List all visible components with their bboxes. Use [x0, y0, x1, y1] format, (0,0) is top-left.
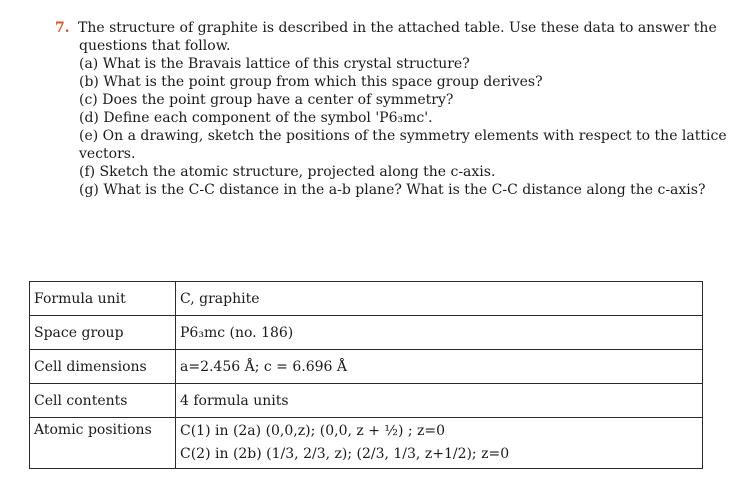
table-row: [30, 316, 703, 350]
row-label-cell-contents: Cell contents: [30, 384, 176, 418]
atomic-position-c1: C(1) in (2a) (0,0,z); (0,0, z + ½) ; z=0: [180, 423, 446, 439]
question-part-e: (e) On a drawing, sketch the positions of the symmetry elements with respect to the lattice: [79, 128, 727, 144]
question-part-d: (d) Define each component of the symbol 'P6₃mc'.: [79, 110, 433, 126]
question-part-a: (a) What is the Bravais lattice of this crystal structure?: [79, 56, 470, 72]
table-row: [30, 418, 703, 469]
question-part-c: (c) Does the point group have a center of symmetry?: [79, 92, 454, 108]
table-row: [30, 350, 703, 384]
row-value-cell-dimensions: a=2.456 Å; c = 6.696 Å: [176, 350, 703, 384]
row-value-atomic-positions: [176, 418, 703, 469]
question-block: [56, 19, 726, 199]
atomic-position-c2: C(2) in (2b) (1/3, 2/3, z); (2/3, 1/3, z+1/2); z=0: [180, 446, 510, 462]
graphite-data-table: [29, 281, 703, 469]
question-number: 7.: [55, 20, 70, 36]
table-row: [30, 282, 703, 316]
row-value-space-group: P6₃mc (no. 186): [176, 316, 703, 350]
row-label-formula-unit: Formula unit: [30, 282, 176, 316]
question-line-1: 7. The structure of graphite is described in the attached table. Use these data to answer the: [55, 20, 717, 36]
question-part-g: (g) What is the C-C distance in the a-b plane? What is the C-C distance along the c-axis?: [79, 182, 706, 198]
row-value-cell-contents: 4 formula units: [176, 384, 703, 418]
question-part-e-cont: vectors.: [79, 146, 136, 162]
row-value-formula-unit: C, graphite: [176, 282, 703, 316]
question-part-b: (b) What is the point group from which this space group derives?: [79, 74, 543, 90]
question-part-f: (f) Sketch the atomic structure, projected along the c-axis.: [79, 164, 496, 180]
row-label-cell-dimensions: Cell dimensions: [30, 350, 176, 384]
question-line-2: questions that follow.: [79, 38, 231, 54]
row-label-space-group: Space group: [30, 316, 176, 350]
table-row: [30, 384, 703, 418]
row-label-atomic-positions: Atomic positions: [30, 418, 176, 469]
